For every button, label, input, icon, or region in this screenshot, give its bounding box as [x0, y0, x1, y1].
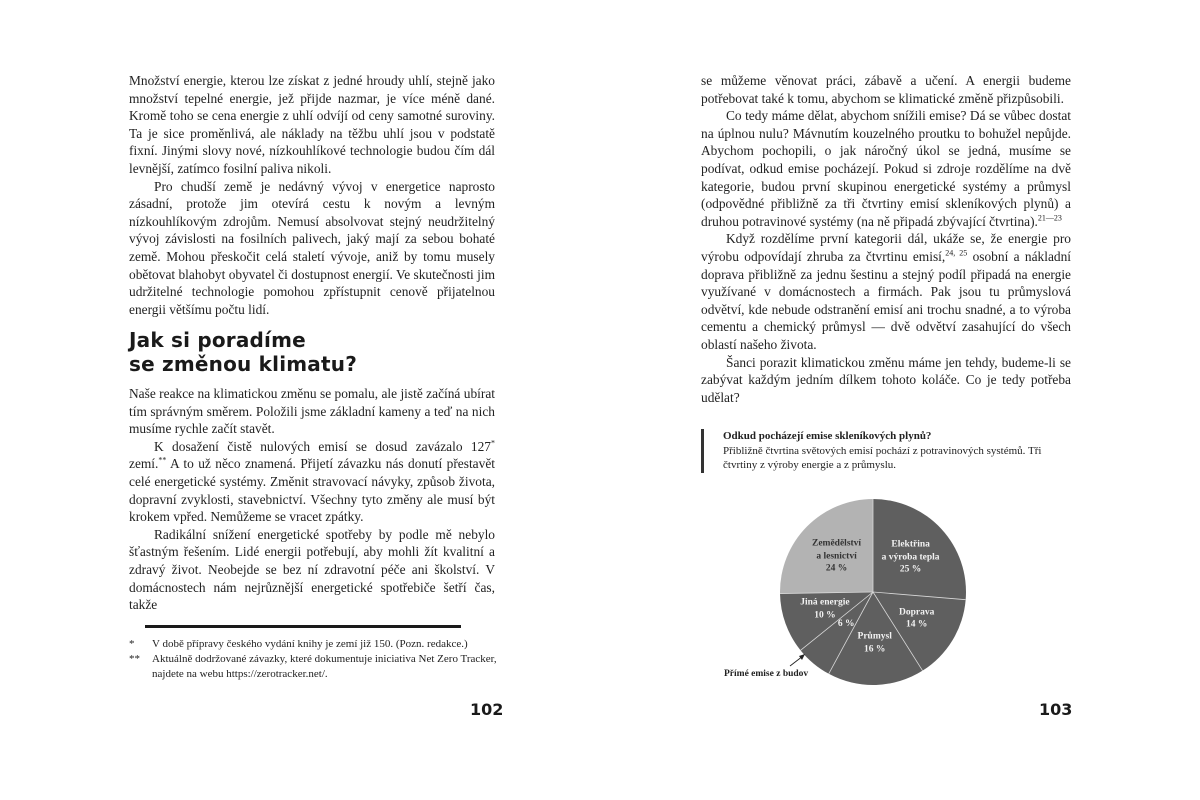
pie-annotation: Přímé emise z budov	[724, 669, 809, 679]
right-section	[701, 72, 1071, 406]
footnote-divider	[145, 625, 461, 628]
left-section-2	[129, 385, 495, 614]
pie-chart-svg	[700, 490, 1020, 690]
slice-label-text: Zemědělství	[811, 538, 862, 549]
page-number: 102	[470, 700, 504, 719]
figure-title: Odkud pocházejí emise skleníkových plynů?	[723, 430, 932, 442]
paragraph-text: osobní a nákladní doprava přibližně za jednu šestinu a stejný podíl připadá na energie využívané v domácnostech a firmách. Pak jsou tu průmyslová odvětví, kde nebude odstranění emisí ani trochu snadné, a to výroba cementu a chemický průmysl — dvě odvětví zasahující do všech oblastí našeho života.	[701, 248, 1072, 352]
slice-label-text: Doprava	[899, 607, 935, 618]
page-number: 103	[1039, 700, 1073, 719]
footnote	[129, 652, 499, 682]
paragraph	[701, 107, 1071, 230]
paragraph-text: A to už něco znamená. Přijetí závazku nás donutí přestavět celé energetické systémy. Změnit stravovací návyky, způsob života, dopravní zvyklosti, stavebnictví. Všechny tyto změny ale musí být krokem vpřed. Nemůžeme se vracet zpátky.	[129, 456, 495, 525]
slice-label-text: Elektřina	[891, 539, 930, 550]
pie-slice-label	[882, 539, 940, 577]
slice-value-label: 10 %	[814, 610, 836, 621]
paragraph	[701, 230, 1071, 353]
paragraph: Množství energie, kterou lze získat z jedné hroudy uhlí, stejně jako množství tepelné energie, jež přijde nazmar, je více méně dané. Kromě toho se cena energie z uhlí odvíjí od ceny samotné suroviny. Ta je sice proměnlivá, ale náklady na těžbu uhlí jsou v podstatě fixní. Jinými slovy nové, nízkouhlíkové technologie budou čím dál levnější, zatímco fosilní paliva nikoli.	[129, 73, 495, 176]
paragraph-text: Co tedy máme dělat, abychom snížili emise? Dá se vůbec dostat na úplnou nulu? Mávnutím kouzelného proutku to bohužel nepůjde. Abychom pochopili, o jak náročný úkol se jedná, musíme se podívat, odkud emise pocházejí. Pokud si zdroje rozdělíme na dvě kategorie, budou první skupinou energetické systémy a průmysl (odpovědné přibližně za tři čtvrtiny emisí skleníkových plynů) a druhou potravinové systémy (na ně připadá zbývající čtvrtina).	[701, 108, 1071, 229]
slice-label-text: a výroba tepla	[881, 552, 940, 563]
footnote	[129, 637, 499, 652]
pie-slice-label	[812, 537, 861, 575]
footnote-ref[interactable]: *	[491, 438, 495, 448]
heading-line-1: Jak si poradíme	[129, 328, 306, 352]
annotation-arrowhead	[799, 654, 805, 660]
slice-value-label: 6 %	[837, 618, 855, 629]
pie-slice-label	[858, 631, 892, 656]
slice-label-text: a lesnictví	[816, 550, 857, 561]
section-heading	[129, 328, 357, 376]
heading-line-2: se změnou klimatu?	[129, 352, 358, 376]
slice-value-label: 14 %	[906, 619, 928, 630]
paragraph-text: Když rozdělíme první kategorii dál, ukáže se, že energie pro výrobu odpovídají zhruba za čtvrtinu emisí,	[701, 231, 1071, 264]
left-section-1	[129, 72, 495, 318]
slice-value-label: 25 %	[899, 564, 922, 575]
footnote-ref[interactable]: **	[158, 455, 167, 465]
footnote-mark: **	[129, 653, 140, 665]
pie-slice-label	[899, 606, 934, 631]
slice-label-text: Průmysl	[857, 631, 892, 642]
paragraph: Pro chudší země je nedávný vývoj v energetice naprosto zásadní, protože jim otevírá cestu k novým a levným nízkouhlíkovým zdrojům. Nemusí absolvovat stejný neudržitelný vývoj závislosti na fosilních palivech, jaký mají za sebou bohaté země. Mohou přeskočit celá staletí vývoje, aniž by tomu musely obětovat blahobyt obyvatel či dostupnost energií. Ve skutečnosti jim udržitelné technologie pomohou zpřístupnit cenově přijatelnou energii většímu počtu lidí.	[129, 178, 495, 317]
slice-value-label: 16 %	[864, 644, 886, 655]
pie-slice-label	[800, 597, 849, 622]
paragraph-text: K dosažení čistě nulových emisí se dosud zavázalo 127	[154, 438, 491, 454]
footnote-text: Aktuálně dodržované závazky, které dokumentuje iniciativa Net Zero Tracker, najdete na webu https://zerotracker.net/.	[152, 653, 497, 680]
pie-chart	[700, 490, 1020, 690]
paragraph: Naše reakce na klimatickou změnu se pomalu, ale jistě začíná ubírat tím správným směrem. Položili jsme základní kameny a teď na nich musíme rychle začít stavět.	[129, 386, 495, 437]
slice-value-label: 24 %	[825, 563, 848, 574]
figure-description: Přibližně čtvrtina světových emisí pochází z potravinových systémů. Tři čtvrtiny z výroby energie a z průmyslu.	[723, 444, 1042, 471]
figure-caption	[701, 429, 1043, 473]
paragraph: Radikální snížení energetické spotřeby by podle mě nebylo šťastným řešením. Lidé energii potřebují, aby mohli žít kvalitní a zdravý život. Neobejde se bez ní zdravotní péče ani školství. V domácnostech nám nejrůznější energetické spotřebiče šetří čas, takže	[129, 526, 495, 613]
footnotes	[129, 637, 499, 682]
paragraph-text: zemí.	[129, 456, 159, 472]
citation-ref[interactable]: 21—23	[1037, 213, 1062, 223]
slice-label-text: Jiná energie	[800, 597, 850, 608]
citation-ref[interactable]: 24, 25	[945, 248, 968, 258]
paragraph	[129, 438, 495, 526]
paragraph: se můžeme věnovat práci, zábavě a učení. A energii budeme potřebovat také k tomu, abychom se klimatické změně přizpůsobili.	[701, 73, 1071, 106]
footnote-text: V době přípravy českého vydání knihy je zemí již 150. (Pozn. redakce.)	[152, 638, 468, 650]
paragraph: Šanci porazit klimatickou změnu máme jen tehdy, budeme-li se zabývat každým jedním dílkem tohoto koláče. Co je tedy potřeba udělat?	[701, 354, 1071, 405]
footnote-mark: *	[129, 638, 135, 650]
